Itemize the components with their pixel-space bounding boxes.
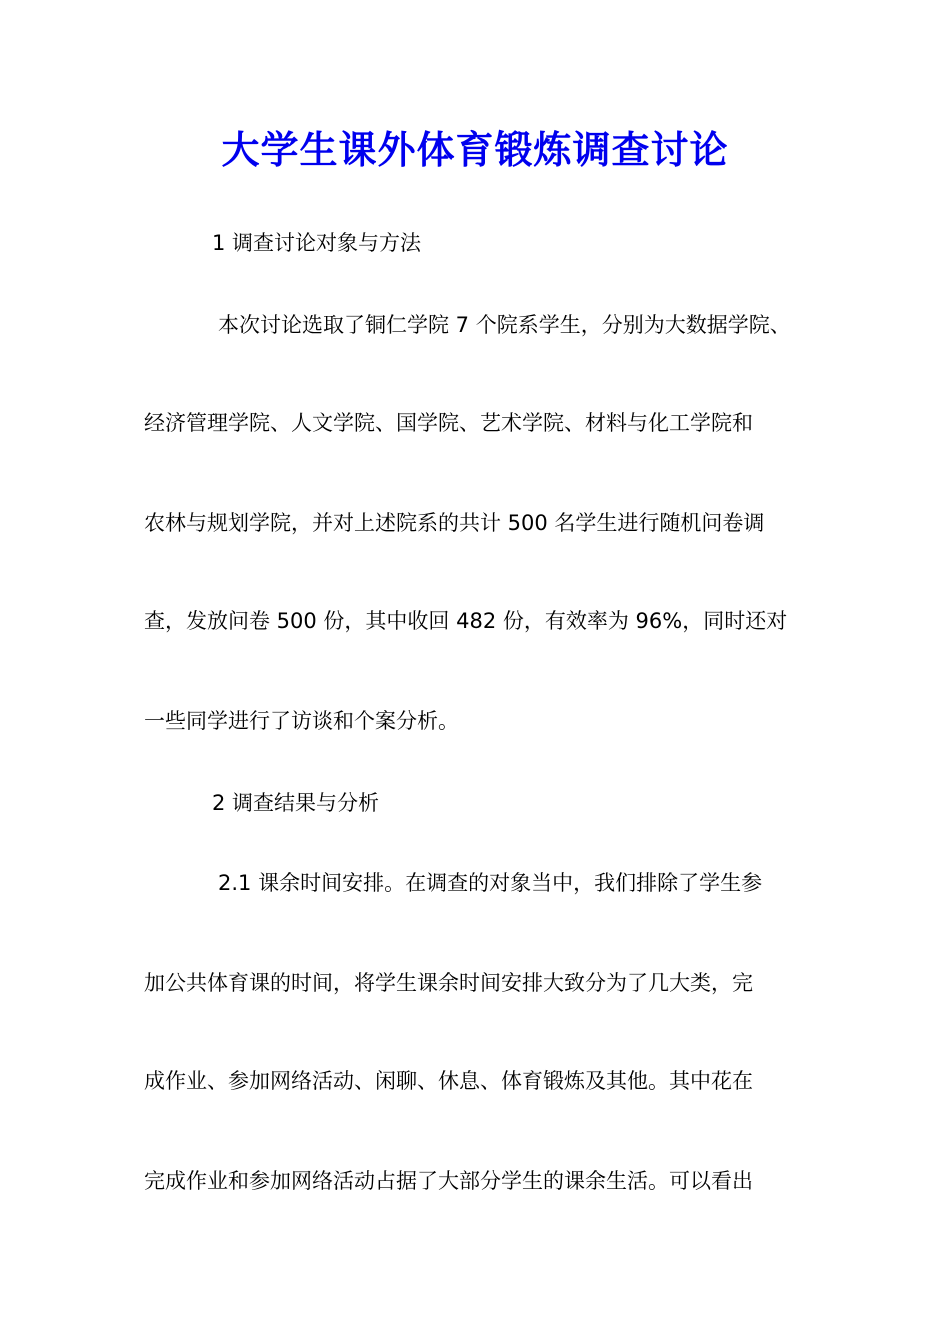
paragraph-line: 完成作业和参加网络活动占据了大部分学生的课余生活。可以看出 bbox=[144, 1169, 753, 1193]
section1-heading: 1 调查讨论对象与方法 bbox=[212, 231, 422, 255]
paragraph-line: 2.1 课余时间安排。在调查的对象当中，我们排除了学生参 bbox=[218, 871, 763, 895]
paragraph-line: 加公共体育课的时间，将学生课余时间安排大致分为了几大类，完 bbox=[144, 971, 753, 995]
paragraph-line: 经济管理学院、人文学院、国学院、艺术学院、材料与化工学院和 bbox=[144, 411, 753, 435]
document-title: 大学生课外体育锻炼调查讨论 bbox=[221, 128, 729, 172]
paragraph-line: 成作业、参加网络活动、闲聊、休息、体育锻炼及其他。其中花在 bbox=[144, 1069, 753, 1093]
section2-heading: 2 调查结果与分析 bbox=[212, 791, 380, 815]
paragraph-line: 农林与规划学院，并对上述院系的共计 500 名学生进行随机问卷调 bbox=[144, 511, 765, 535]
paragraph-line: 本次讨论选取了铜仁学院 7 个院系学生，分别为大数据学院、 bbox=[218, 313, 791, 337]
paragraph-line: 一些同学进行了访谈和个案分析。 bbox=[144, 709, 459, 733]
paragraph-line: 查，发放问卷 500 份，其中收回 482 份，有效率为 96%，同时还对 bbox=[144, 609, 788, 633]
